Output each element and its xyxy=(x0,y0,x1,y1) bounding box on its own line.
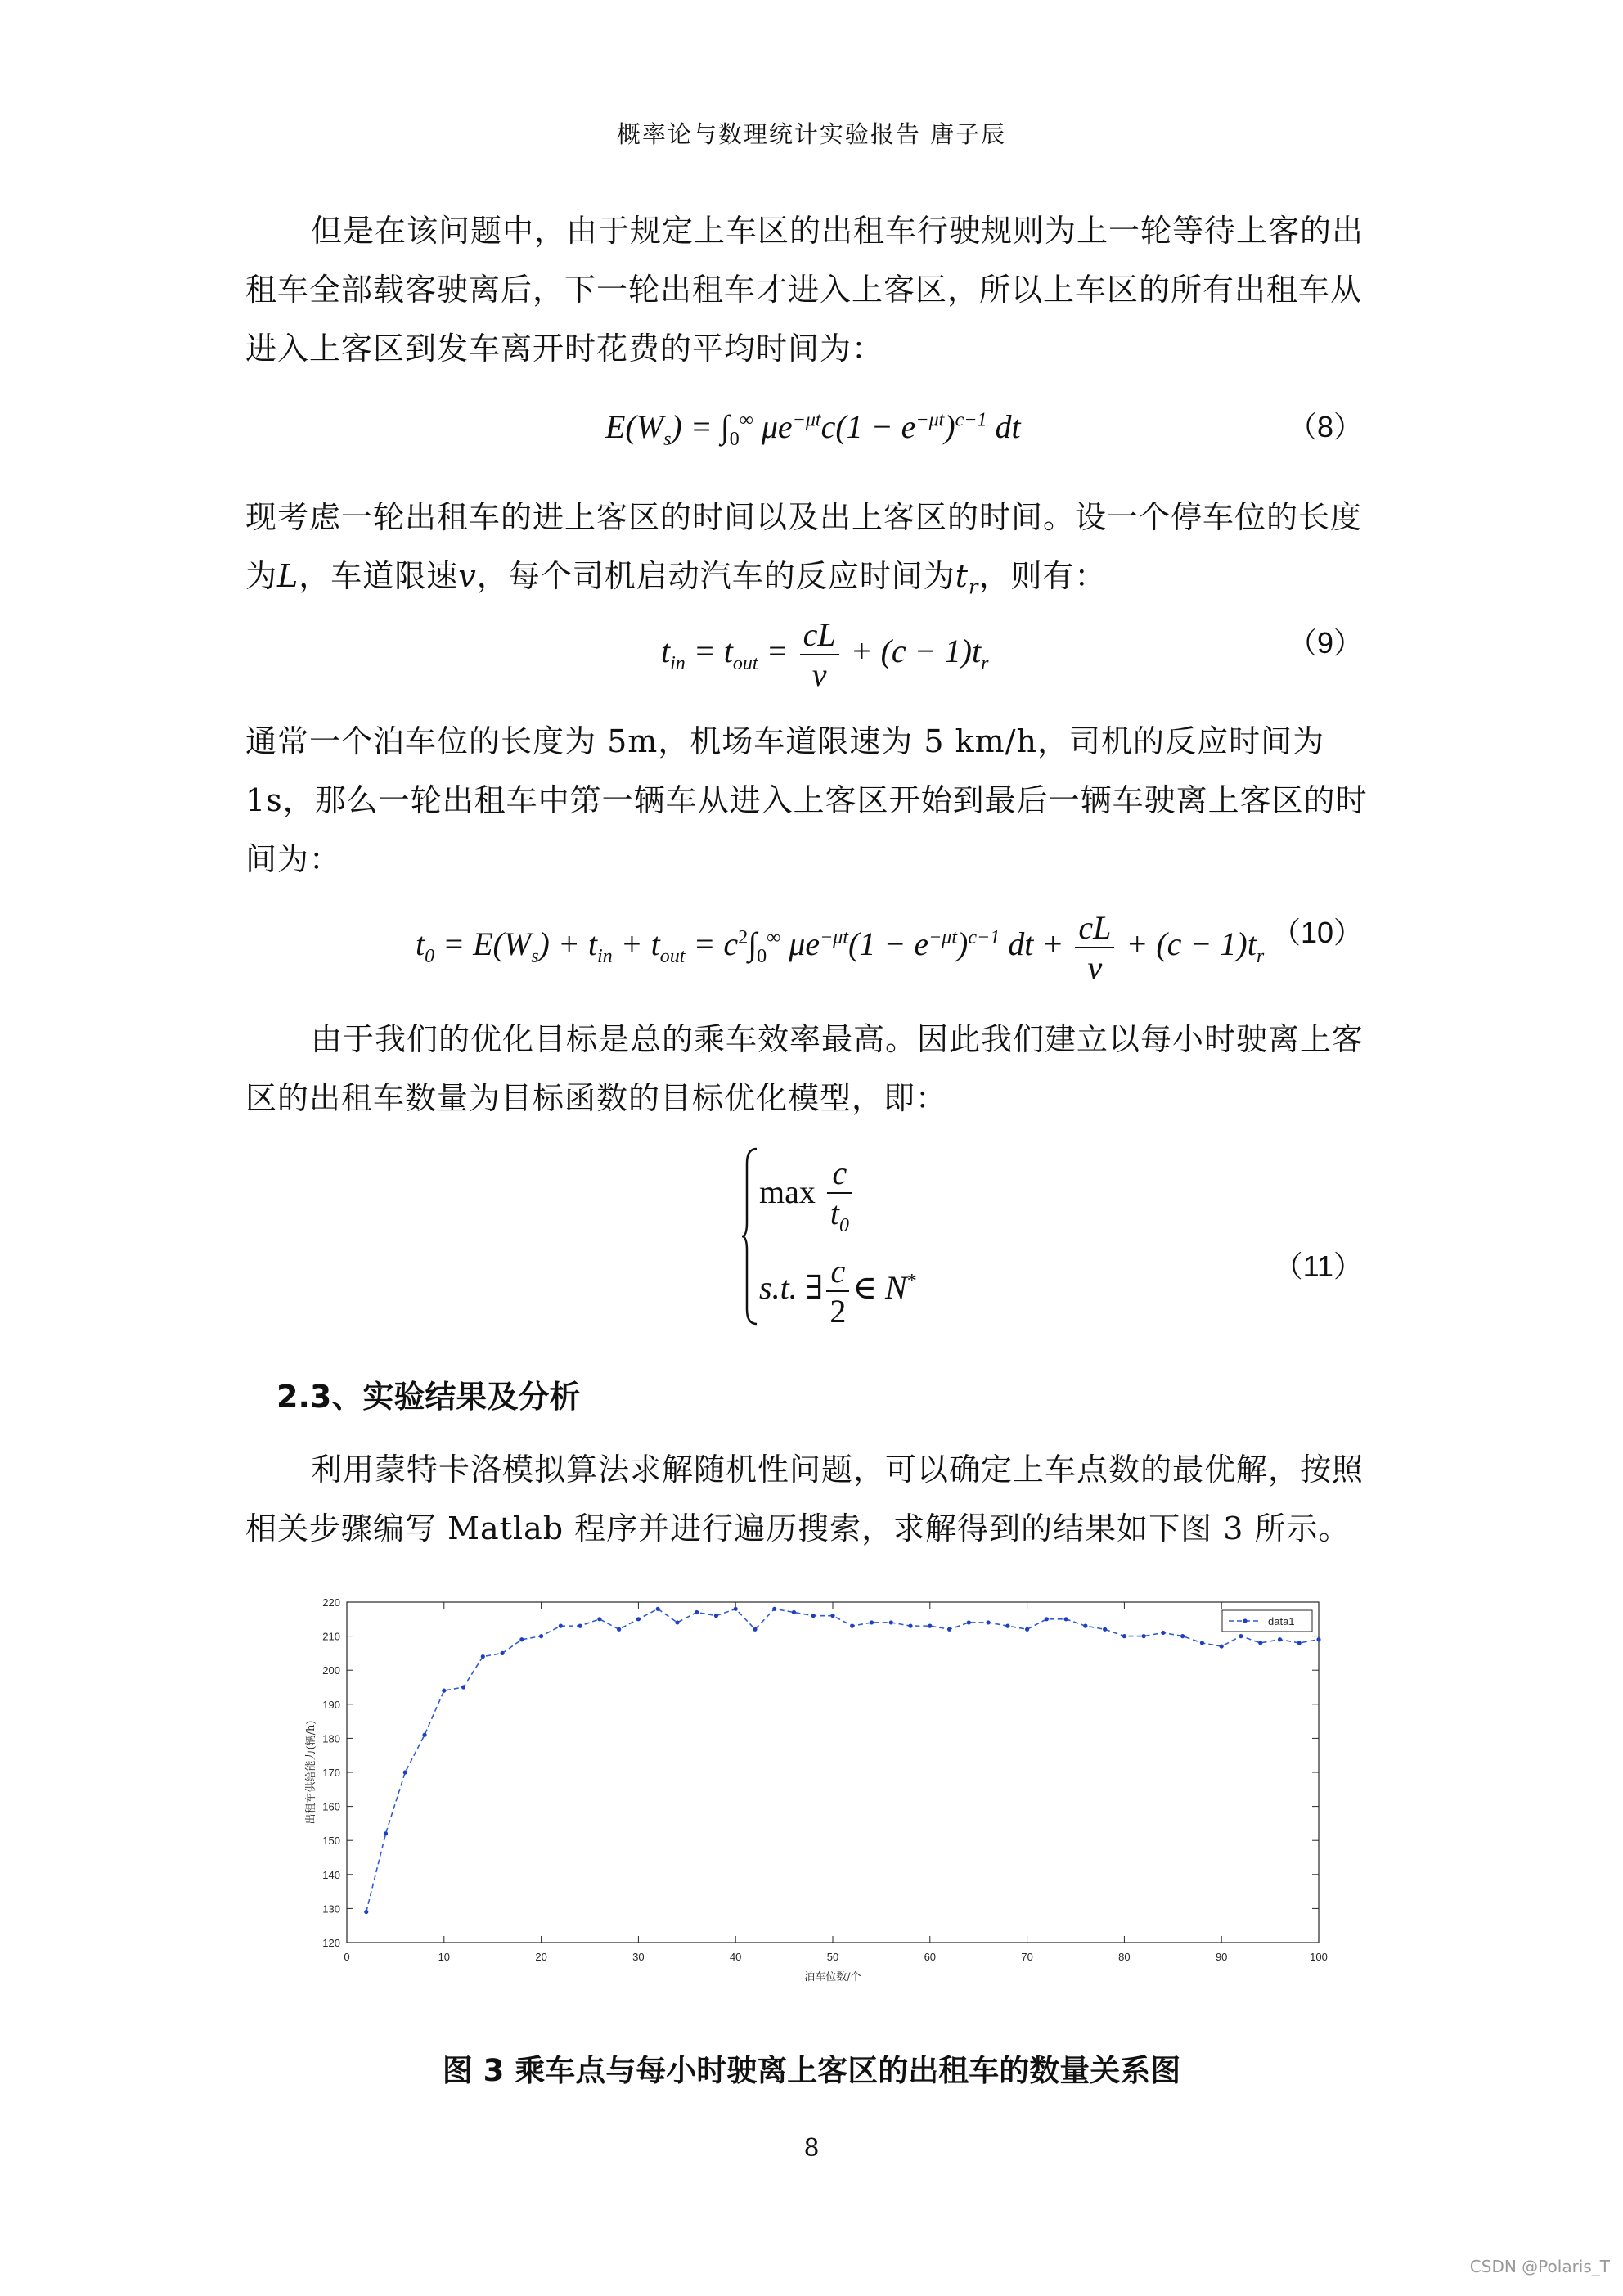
data-point xyxy=(500,1651,504,1655)
x-tick-label: 20 xyxy=(535,1951,547,1963)
data-point xyxy=(947,1627,951,1632)
equation-10-number: （10） xyxy=(1270,916,1363,949)
data-point xyxy=(519,1637,524,1641)
data-point xyxy=(850,1624,854,1628)
data-point xyxy=(559,1624,563,1628)
data-point xyxy=(967,1620,971,1624)
equation-11-number: （11） xyxy=(1273,1249,1363,1283)
data-point xyxy=(1200,1641,1204,1645)
data-point xyxy=(928,1624,932,1628)
x-axis-label: 泊车位数/个 xyxy=(804,1971,861,1983)
y-tick-label: 190 xyxy=(322,1698,340,1711)
legend-marker xyxy=(1243,1618,1247,1623)
data-point xyxy=(1239,1634,1243,1638)
legend-label: data1 xyxy=(1268,1615,1295,1627)
x-tick-label: 50 xyxy=(826,1951,839,1963)
page-number: 8 xyxy=(803,2134,820,2163)
data-point xyxy=(1297,1641,1302,1645)
data-point xyxy=(772,1607,776,1611)
data-point xyxy=(695,1610,699,1614)
paragraph-4: 由于我们的优化目标是总的乘车效率最高。因此我们建立以每小时驶离上客区的出租车数量为目标函数的目标优化模型，即： xyxy=(245,1021,1364,1116)
x-tick-label: 10 xyxy=(438,1951,451,1963)
x-tick-label: 80 xyxy=(1118,1951,1131,1963)
data-point xyxy=(1161,1631,1165,1635)
data-point xyxy=(1278,1637,1282,1641)
paragraph-2-text-b: ，车道限速 xyxy=(299,558,459,594)
data-point xyxy=(461,1685,465,1689)
equation-11-line-1: max $\frac{c}{t_0}$ xyxy=(759,1154,856,1237)
data-point xyxy=(753,1627,757,1632)
data-point xyxy=(578,1624,582,1628)
y-tick-label: 140 xyxy=(322,1868,340,1881)
equation-11-line-2: s.t. ∃ $\frac{c}{2}$ ∈ N* xyxy=(759,1253,917,1330)
running-header: 概率论与数理统计实验报告 唐子辰 xyxy=(616,120,1007,148)
data-point xyxy=(656,1607,660,1611)
y-tick-label: 160 xyxy=(322,1800,340,1813)
data-point xyxy=(908,1624,912,1628)
data-point xyxy=(889,1620,893,1624)
data-point xyxy=(636,1617,641,1621)
paragraph-5: 利用蒙特卡洛模拟算法求解随机性问题，可以确定上车点数的最优解，按照相关步骤编写 Matlab 程序并进行遍历搜索，求解得到的结果如下图 3 所示。 xyxy=(245,1452,1364,1546)
symbol-tr-sub: r xyxy=(969,575,979,599)
x-tick-label: 40 xyxy=(729,1951,742,1963)
y-tick-label: 210 xyxy=(322,1630,340,1643)
data-point xyxy=(870,1620,874,1624)
y-tick-label: 120 xyxy=(322,1937,340,1949)
data-point xyxy=(384,1831,388,1835)
data-point xyxy=(812,1614,816,1618)
y-tick-label: 130 xyxy=(322,1902,340,1916)
data-point xyxy=(1103,1627,1107,1632)
x-tick-label: 70 xyxy=(1021,1951,1033,1963)
paragraph-3: 通常一个泊车位的长度为 5m，机场车道限速为 5 km/h，司机的反应时间为 1s，那么一轮出租车中第一辆车从进入上客区开始到最后一辆车驶离上客区的时间为： xyxy=(245,723,1368,877)
paragraph-1: 但是在该问题中，由于规定上车区的出租车行驶规则为上一轮等待上客的出租车全部载客驶离后，下一轮出租车才进入上客区，所以上车区的所有出租车从进入上客区到发车离开时花费的平均时间为： xyxy=(245,213,1364,367)
paragraph-2 xyxy=(245,488,1378,617)
data-point xyxy=(986,1620,990,1624)
data-point xyxy=(675,1620,679,1624)
equation-10: $t_0 = E(W_s) + t_{in} + t_{out} = c^2\int_0^\infty$ $\mu e^{-\mu t}(1 - e^{-\mu t})^{c-1}$ dt + $\frac{cL}{v}$ + $(c - 1)t_r$ xyxy=(416,909,1265,986)
paragraph-2-text-c: ，每个司机启动汽车的反应时间为 xyxy=(476,558,955,594)
equation-8: $E(W_s) = \int_0^\infty$ $\mu e^{-\mu t}c(1 - e^{-\mu t})^{c-1}$ dt xyxy=(605,408,1021,450)
data-point xyxy=(364,1910,368,1914)
data-point xyxy=(422,1733,426,1737)
y-tick-label: 220 xyxy=(322,1596,340,1609)
data-point xyxy=(597,1617,601,1621)
data-point xyxy=(1025,1627,1029,1632)
paragraph-2-text-a: 现考虑一轮出租车的进上客区的时间以及出上客区的时间。设一个停车位的长度为 xyxy=(245,499,1363,594)
symbol-L: L xyxy=(277,558,299,594)
left-brace xyxy=(740,1147,758,1326)
equation-9-number: （9） xyxy=(1287,626,1363,660)
figure-caption: 图 3 乘车点与每小时驶离上客区的出租车的数量关系图 xyxy=(442,2053,1181,2088)
chart xyxy=(0,1587,1623,1997)
data-point xyxy=(792,1610,796,1614)
data-point xyxy=(617,1627,621,1632)
data-point xyxy=(1142,1634,1146,1638)
x-tick-label: 100 xyxy=(1310,1951,1328,1963)
section-heading: 2.3、实验结果及分析 xyxy=(276,1379,581,1415)
y-tick-label: 180 xyxy=(322,1732,340,1745)
x-tick-label: 90 xyxy=(1215,1951,1228,1963)
y-tick-label: 150 xyxy=(322,1835,340,1848)
plot-area xyxy=(347,1602,1319,1943)
y-axis-label: 出租车供给能力(辆/h) xyxy=(305,1720,317,1825)
data-point xyxy=(1258,1641,1262,1645)
data-point xyxy=(1220,1644,1224,1648)
y-tick-label: 170 xyxy=(322,1767,340,1779)
data-point xyxy=(714,1614,718,1618)
x-tick-label: 30 xyxy=(632,1951,645,1963)
symbol-v: v xyxy=(458,558,477,594)
x-tick-label: 60 xyxy=(924,1951,937,1963)
symbol-tr-base: t xyxy=(955,558,969,594)
symbol-tr xyxy=(955,558,979,599)
data-point xyxy=(481,1654,485,1659)
data-point xyxy=(1122,1634,1126,1638)
data-point xyxy=(1064,1617,1068,1621)
data-point xyxy=(1045,1617,1049,1621)
y-tick-label: 200 xyxy=(322,1664,340,1677)
watermark: CSDN @Polaris_T xyxy=(1469,2257,1610,2276)
equation-8-number: （8） xyxy=(1287,410,1363,443)
data-point xyxy=(1083,1624,1087,1628)
data-point xyxy=(734,1607,738,1611)
data-point xyxy=(442,1689,446,1693)
paragraph-2-text-d: ，则有： xyxy=(978,558,1107,594)
x-tick-label: 0 xyxy=(344,1951,350,1963)
legend-box xyxy=(1222,1610,1312,1632)
data-point xyxy=(1180,1634,1185,1638)
equation-9: $t_{in} = t_{out}$ = $\frac{cL}{v}$ + $(c - 1)t_r$ xyxy=(661,616,989,693)
data-point xyxy=(403,1770,407,1774)
data-point xyxy=(539,1634,543,1638)
data-point xyxy=(1316,1637,1320,1641)
data-point xyxy=(1005,1624,1009,1628)
data-point xyxy=(830,1614,834,1618)
